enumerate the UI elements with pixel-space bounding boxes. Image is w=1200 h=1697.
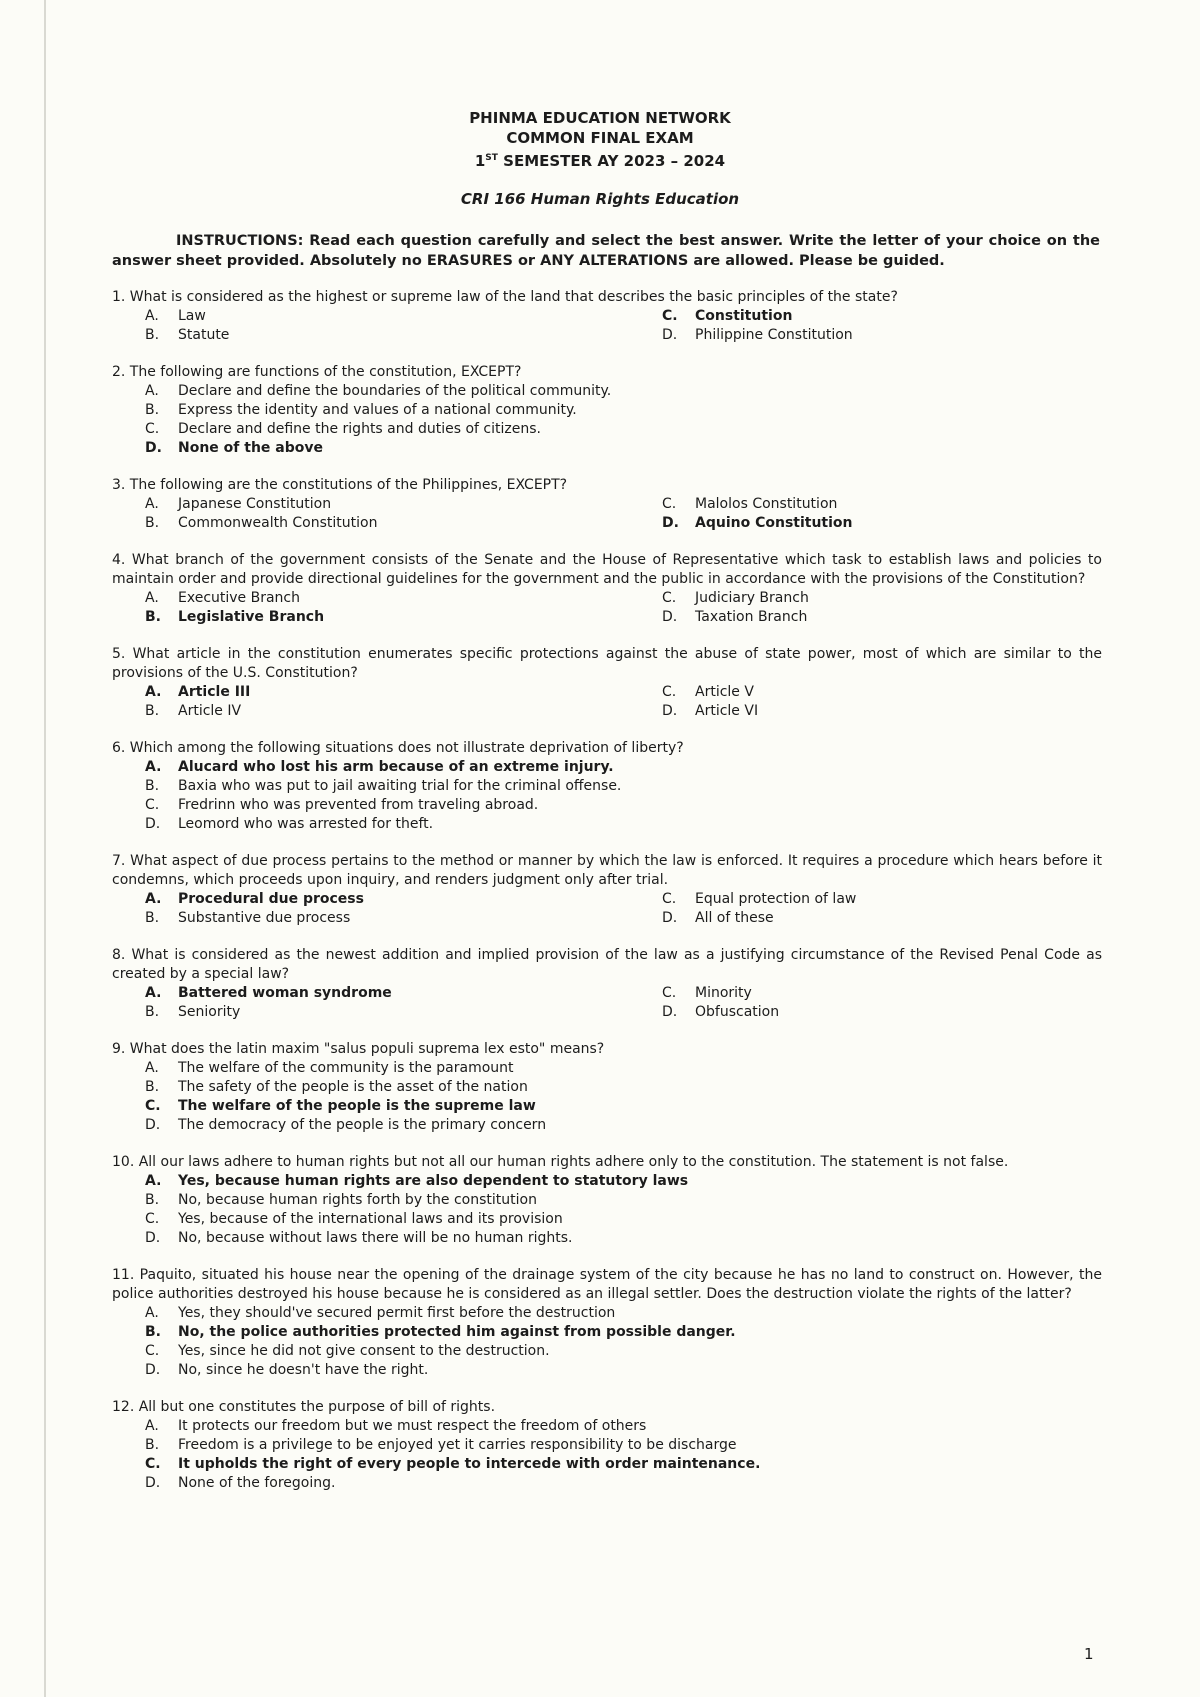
- question-5: [112, 645, 1102, 721]
- question-12: [112, 1398, 1102, 1493]
- choice-c: C. Yes, because of the international laws and its provision: [145, 1211, 563, 1227]
- choice-b: B. Express the identity and values of a national community.: [145, 402, 577, 418]
- choice-b: B. Freedom is a privilege to be enjoyed yet it carries responsibility to be discharge: [145, 1437, 737, 1453]
- choice-d: D. Philippine Constitution: [662, 327, 853, 343]
- semester-line: [0, 148, 1200, 171]
- exam-header: [0, 108, 1200, 171]
- choice-a-answer: A. Yes, because human rights are also dependent to statutory laws: [145, 1173, 689, 1189]
- question-stem: 10. All our laws adhere to human rights but not all our human rights adhere only to the constitution. The statement is not false.: [112, 1154, 1009, 1170]
- question-stem: 7. What aspect of due process pertains to the method or manner by which the law is enforced. It requires a procedure which hears before it condemns, which proceeds upon inquiry, and renders judgment only after trial.: [112, 853, 1102, 888]
- semester-ordinal: ST: [485, 153, 498, 163]
- choice-b: B. No, because human rights forth by the constitution: [145, 1192, 537, 1208]
- choice-a: A. Declare and define the boundaries of the political community.: [145, 383, 612, 399]
- choice-d: D. Leomord who was arrested for theft.: [145, 816, 434, 832]
- question-stem: 2. The following are functions of the constitution, EXCEPT?: [112, 364, 522, 380]
- org-name: PHINMA EDUCATION NETWORK: [469, 109, 731, 127]
- question-8: [112, 946, 1102, 1022]
- question-list: [112, 288, 1102, 1511]
- choice-b: B. Seniority: [145, 1004, 241, 1020]
- choice-c: C. Yes, since he did not give consent to the destruction.: [145, 1343, 550, 1359]
- choice-a-answer: A. Procedural due process: [145, 891, 364, 907]
- choice-a: A. It protects our freedom but we must respect the freedom of others: [145, 1418, 647, 1434]
- question-11: [112, 1266, 1102, 1380]
- choice-a: A. Japanese Constitution: [145, 496, 332, 512]
- choice-d: D. Obfuscation: [662, 1004, 780, 1020]
- question-4: [112, 551, 1102, 627]
- page-edge-line: [44, 0, 46, 1697]
- instructions: INSTRUCTIONS: Read each question carefully and select the best answer. Write the letter of your choice on the answer sheet provided. Absolutely no ERASURES or ANY ALTERATIONS are allowed. Please be guided.: [112, 233, 1100, 269]
- semester-number: 1: [474, 152, 486, 170]
- choice-c-answer: C. The welfare of the people is the supreme law: [145, 1098, 536, 1114]
- page-number: 1: [1084, 1645, 1094, 1663]
- question-9: [112, 1040, 1102, 1135]
- choice-c: C. Article V: [662, 684, 754, 700]
- choice-c: C. Equal protection of law: [662, 891, 857, 907]
- question-2: [112, 363, 1102, 458]
- choice-d: D. Taxation Branch: [662, 609, 808, 625]
- choice-a: A. Yes, they should've secured permit first before the destruction: [145, 1305, 616, 1321]
- choice-b: B. Article IV: [145, 703, 242, 719]
- question-3: [112, 476, 1102, 533]
- question-stem: 3. The following are the constitutions of the Philippines, EXCEPT?: [112, 477, 568, 493]
- question-7: [112, 852, 1102, 928]
- choice-c: C. Judiciary Branch: [662, 590, 809, 606]
- question-stem: 6. Which among the following situations does not illustrate deprivation of liberty?: [112, 740, 684, 756]
- choice-a: A. The welfare of the community is the paramount: [145, 1060, 514, 1076]
- choice-c-answer: C. It upholds the right of every people to intercede with order maintenance.: [145, 1456, 761, 1472]
- course-title: CRI 166 Human Rights Education: [460, 190, 740, 208]
- question-stem: 5. What article in the constitution enumerates specific protections against the abuse of state power, most of which are similar to the provisions of the U.S. Constitution?: [112, 646, 1102, 681]
- choice-a: A. Law: [145, 308, 206, 324]
- question-stem: 12. All but one constitutes the purpose of bill of rights.: [112, 1399, 496, 1415]
- choice-d-answer: D. Aquino Constitution: [662, 515, 853, 531]
- question-6: [112, 739, 1102, 834]
- choice-c: C. Malolos Constitution: [662, 496, 838, 512]
- choice-d-answer: D. None of the above: [145, 440, 323, 456]
- question-1: [112, 288, 1102, 345]
- semester-rest: SEMESTER AY 2023 – 2024: [497, 152, 726, 170]
- choice-a-answer: A. Alucard who lost his arm because of an extreme injury.: [145, 759, 614, 775]
- choice-d: D. All of these: [662, 910, 774, 926]
- choice-c: C. Declare and define the rights and duties of citizens.: [145, 421, 541, 437]
- question-stem: 9. What does the latin maxim "salus populi suprema lex esto" means?: [112, 1041, 605, 1057]
- choice-b: B. Substantive due process: [145, 910, 351, 926]
- choice-b-answer: B. Legislative Branch: [145, 609, 325, 625]
- choice-d: D. None of the foregoing.: [145, 1475, 336, 1491]
- choice-c: C. Fredrinn who was prevented from traveling abroad.: [145, 797, 539, 813]
- question-stem: 1. What is considered as the highest or supreme law of the land that describes the basic principles of the state?: [112, 289, 898, 305]
- question-10: [112, 1153, 1102, 1248]
- choice-a: A. Executive Branch: [145, 590, 300, 606]
- choice-b: B. The safety of the people is the asset of the nation: [145, 1079, 528, 1095]
- exam-title: COMMON FINAL EXAM: [506, 129, 694, 147]
- choice-d: D. No, because without laws there will be no human rights.: [145, 1230, 573, 1246]
- choice-b-answer: B. No, the police authorities protected him against from possible danger.: [145, 1324, 736, 1340]
- choice-c: C. Minority: [662, 985, 752, 1001]
- choice-b: B. Statute: [145, 327, 230, 343]
- choice-c-answer: C. Constitution: [662, 308, 793, 324]
- choice-b: B. Commonwealth Constitution: [145, 515, 378, 531]
- choice-a-answer: A. Battered woman syndrome: [145, 985, 392, 1001]
- choice-a-answer: A. Article III: [145, 684, 251, 700]
- question-stem: 11. Paquito, situated his house near the opening of the drainage system of the city because he has no land to construct on. However, the police authorities destroyed his house because he is considered as an illegal settler. Does the destruction violate the rights of the latter?: [112, 1267, 1102, 1302]
- choice-b: B. Baxia who was put to jail awaiting trial for the criminal offense.: [145, 778, 622, 794]
- question-stem: 4. What branch of the government consists of the Senate and the House of Representative which task to establish laws and policies to maintain order and provide directional guidelines for the government and the public in accordance with the provisions of the Constitution?: [112, 552, 1102, 587]
- choice-d: D. The democracy of the people is the primary concern: [145, 1117, 547, 1133]
- choice-d: D. Article VI: [662, 703, 759, 719]
- choice-d: D. No, since he doesn't have the right.: [145, 1362, 429, 1378]
- question-stem: 8. What is considered as the newest addition and implied provision of the law as a justifying circumstance of the Revised Penal Code as created by a special law?: [112, 947, 1102, 982]
